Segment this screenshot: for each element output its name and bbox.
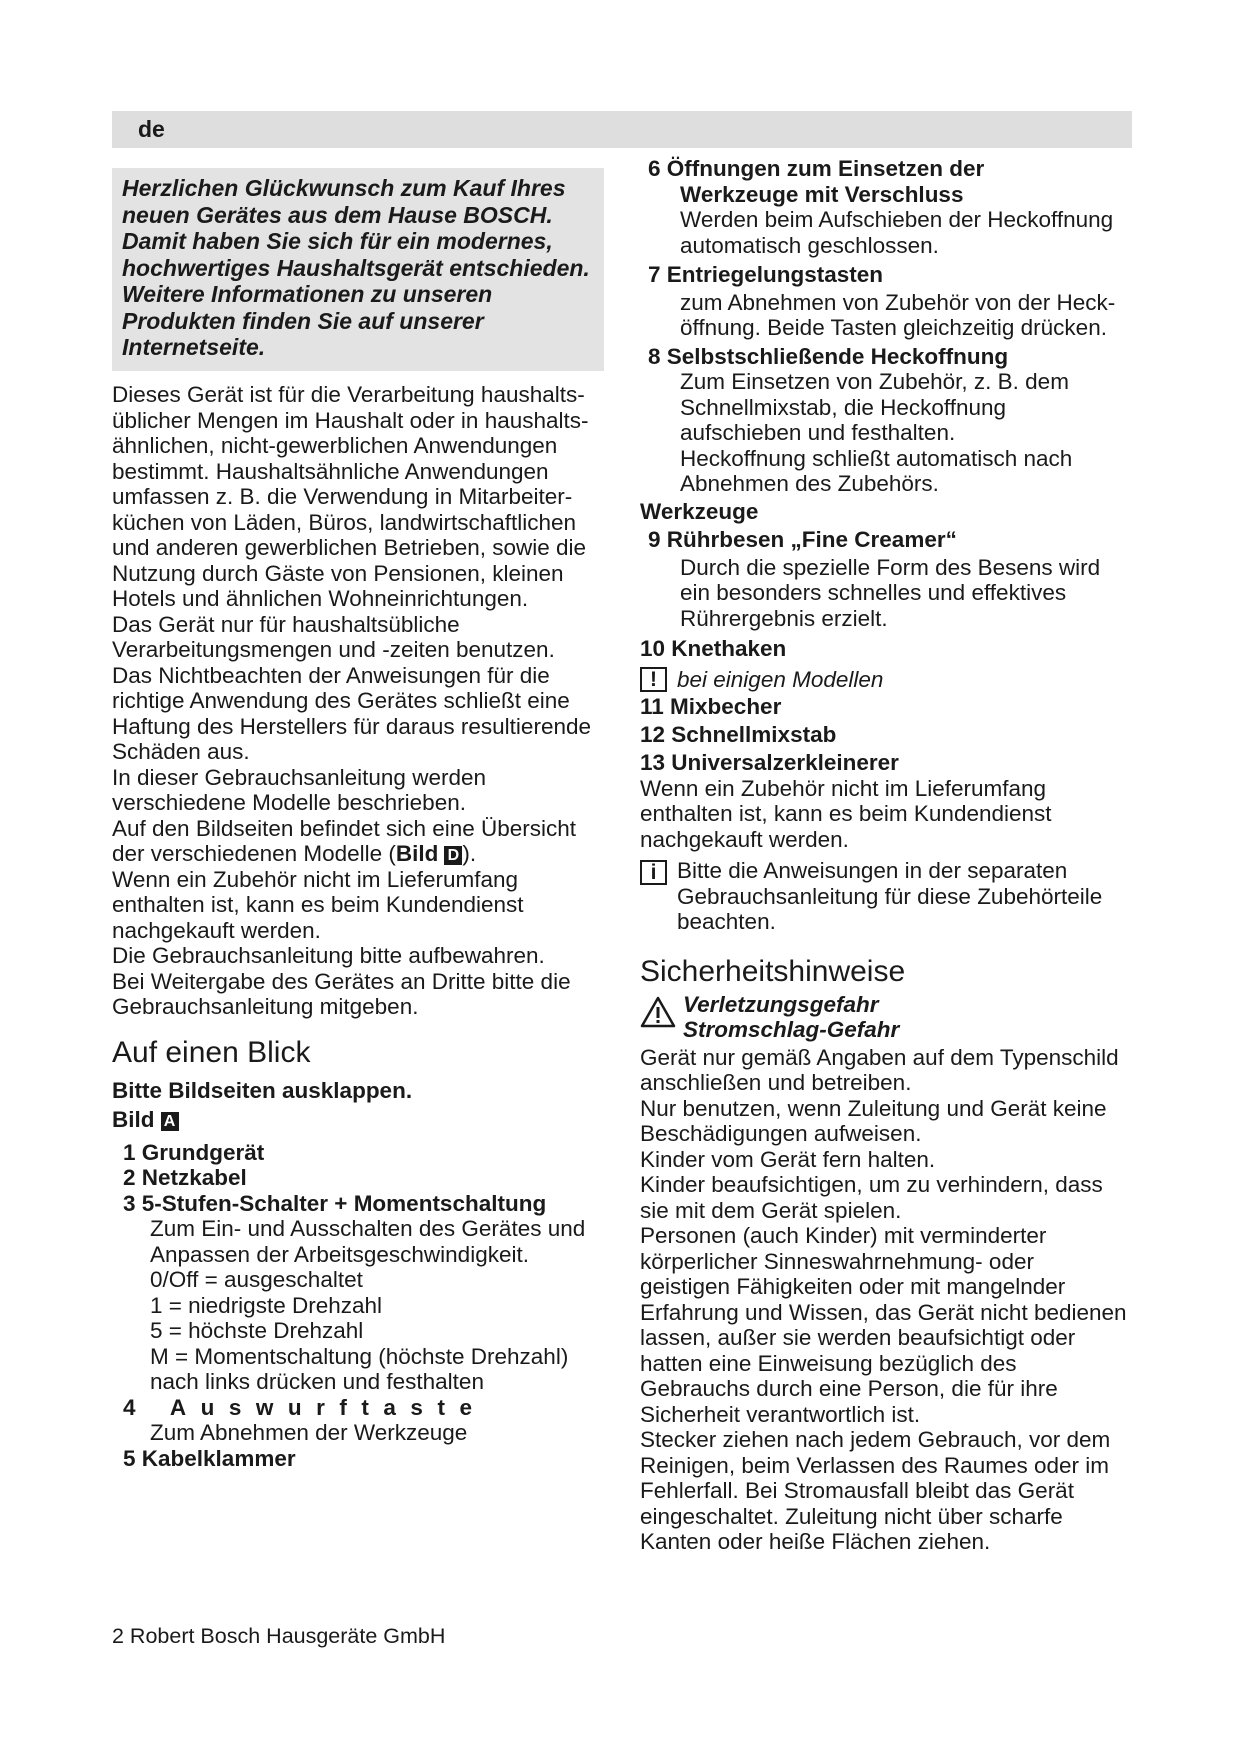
text-line: küchen von Läden, Büros, landwirtschaftlichen — [112, 509, 577, 535]
text-line: Nur benutzen, wenn Zuleitung und Gerät keine — [640, 1095, 1107, 1121]
text-line: umfassen z. B. die Verwendung in Mitarbeiter- — [112, 484, 573, 509]
item-3-description — [112, 1216, 612, 1395]
item-5: 5 Kabelklammer — [123, 1445, 296, 1471]
exclamation-icon: ! — [640, 667, 667, 692]
text-line: und anderen gewerblichen Betrieben, sowie die — [112, 535, 587, 560]
text-line: Das Gerät nur für haushaltsübliche — [112, 611, 460, 637]
figure-d-badge: D — [444, 846, 462, 865]
text-line: Erfahrung und Wissen, das Gerät nicht bedienen — [640, 1299, 1127, 1325]
intro-line: Internetseite. — [122, 334, 266, 360]
text-line: hatten eine Einweisung bezüglich des — [640, 1350, 1017, 1376]
text-line: verschiedene Modelle beschrieben. — [112, 790, 466, 815]
text-line: richtige Anwendung des Gerätes schließt eine — [112, 688, 570, 713]
text-line: ähnlichen, nicht-gewerblichen Anwendungen — [112, 433, 558, 458]
text-line: körperlicher Sinneswahrnehmung- oder — [640, 1248, 1034, 1274]
text-line: Bitte die Anweisungen in der separaten — [677, 858, 1068, 883]
text-line: nachgekauft werden. — [640, 826, 849, 852]
item-6-title: 6 Öffnungen zum Einsetzen der — [648, 156, 985, 181]
text-line: automatisch geschlossen. — [680, 232, 939, 258]
text-line: Zum Einsetzen von Zubehör, z. B. dem — [680, 369, 1069, 394]
intro-line: Damit haben Sie sich für ein modernes, — [122, 228, 553, 254]
text-line: Dieses Gerät ist für die Verarbeitung haushalts- — [112, 382, 585, 407]
intro-box — [112, 168, 604, 371]
tools-heading: Werkzeuge — [640, 498, 759, 524]
text-line: Haftung des Herstellers für daraus resultierende — [112, 713, 591, 739]
item-12: 12 Schnellmixstab — [640, 721, 837, 747]
models-bild-label: Bild — [395, 841, 439, 866]
text-line: Abnehmen des Zubehörs. — [680, 471, 939, 496]
text-line: Werden beim Aufschieben der Heckoffnung — [680, 207, 1114, 232]
warning-block — [640, 992, 1140, 1043]
usage-paragraph — [112, 382, 612, 1020]
section-title-safety: Sicherheitshinweise — [640, 954, 906, 988]
text-line: Personen (auch Kinder) mit verminderter — [640, 1223, 1047, 1248]
text-line: Verarbeitungsmengen und -zeiten benutzen. — [112, 637, 555, 662]
bild-label: Bild — [112, 1107, 155, 1132]
info-note — [640, 858, 1140, 935]
text-line: Die Gebrauchsanleitung bitte aufbewahren. — [112, 943, 545, 968]
intro-line: Herzlichen Glückwunsch zum Kauf Ihres — [122, 175, 566, 201]
warning-text — [683, 992, 899, 1043]
safety-paragraph — [640, 1045, 1140, 1555]
text-line: ein besonders schnelles und effektives — [680, 580, 1067, 605]
figure-a-label — [112, 1107, 612, 1133]
text-line: anschließen und betreiben. — [640, 1070, 912, 1095]
item-6-title-cont: Werkzeuge mit Verschluss — [680, 181, 964, 207]
models-prefix: der verschiedenen Modelle ( — [112, 841, 396, 866]
item-9-title: 9 Rührbesen „Fine Creamer“ — [648, 527, 957, 552]
text-line: 0/Off = ausgeschaltet — [150, 1267, 363, 1292]
text-line: Fehlerfall. Bei Stromausfall bleibt das Gerät — [640, 1478, 1074, 1503]
text-line: eingeschaltet. Zuleitung nicht über scharfe — [640, 1503, 1063, 1529]
text-line: sie mit dem Gerät spielen. — [640, 1197, 902, 1223]
item-3: 3 5-Stufen-Schalter + Momentschaltung — [123, 1190, 547, 1216]
text-line: Gebrauchsanleitung mitgeben. — [112, 994, 419, 1019]
text-line: Beschädigungen aufweisen. — [640, 1121, 922, 1146]
text-line: Kanten oder heiße Flächen ziehen. — [640, 1529, 991, 1554]
text-line: Kinder vom Gerät fern halten. — [640, 1146, 936, 1172]
text-line: zum Abnehmen von Zubehör von der Heck- — [680, 289, 1116, 315]
language-code: de — [138, 116, 165, 142]
text-line: nach links drücken und festhalten — [150, 1369, 484, 1394]
figure-a-badge: A — [161, 1112, 179, 1131]
intro-line: Produkten finden Sie auf unserer — [122, 307, 484, 334]
text-line: enthalten ist, kann es beim Kundendienst — [112, 892, 524, 917]
item-4-description: Zum Abnehmen der Werkzeuge — [150, 1420, 468, 1445]
text-line: Reinigen, beim Verlassen des Raumes oder im — [640, 1452, 1109, 1478]
text-line: Auf den Bildseiten befindet sich eine Übersicht — [112, 815, 577, 841]
text-line: M = Momentschaltung (höchste Drehzahl) — [150, 1343, 569, 1369]
some-models-note — [640, 667, 1140, 693]
text-line: Schnellmixstab, die Heckoffnung — [680, 394, 1007, 420]
right-column — [640, 156, 1140, 1555]
item-11: 11 Mixbecher — [640, 694, 782, 719]
page-footer: 2 Robert Bosch Hausgeräte GmbH — [112, 1624, 446, 1648]
text-line: Rührergebnis erzielt. — [680, 605, 888, 631]
text-line: 1 = niedrigste Drehzahl — [150, 1292, 383, 1318]
text-line: 5 = höchste Drehzahl — [150, 1318, 364, 1343]
text-line: öffnung. Beide Tasten gleichzeitig drücken. — [680, 315, 1107, 340]
intro-line: Weitere Informationen zu unseren — [122, 281, 493, 307]
models-reference-line — [112, 841, 612, 867]
text-line: Das Nichtbeachten der Anweisungen für die — [112, 662, 550, 688]
text-line: Nutzung durch Gäste von Pensionen, kleinen — [112, 560, 564, 586]
text-line: Sicherheit verantwortlich ist. — [640, 1401, 921, 1427]
warning-triangle-icon — [640, 996, 676, 1028]
text-line: Wenn ein Zubehör nicht im Lieferumfang — [640, 775, 1047, 801]
info-note-text — [677, 858, 1102, 935]
text-line: Gerät nur gemäß Angaben auf dem Typenschild — [640, 1044, 1119, 1070]
fold-instruction: Bitte Bildseiten ausklappen. — [112, 1077, 413, 1103]
text-line: In dieser Gebrauchsanleitung werden — [112, 764, 486, 790]
intro-line: hochwertiges Haushaltsgerät entschieden. — [122, 254, 590, 281]
warning-line: Stromschlag-Gefahr — [683, 1017, 900, 1042]
text-line: Kinder beaufsichtigen, um zu verhindern, dass — [640, 1172, 1103, 1197]
text-line: üblicher Mengen im Haushalt oder in haushalts- — [112, 407, 589, 433]
text-line: Wenn ein Zubehör nicht im Lieferumfang — [112, 866, 519, 892]
section-title-overview: Auf einen Blick — [112, 1035, 311, 1069]
language-bar — [112, 111, 1132, 148]
text-line: Bei Weitergabe des Gerätes an Dritte bitte die — [112, 968, 571, 994]
warning-line: Verletzungsgefahr — [683, 991, 879, 1017]
item-1: 1 Grundgerät — [123, 1139, 265, 1165]
text-line: Anpassen der Arbeitsgeschwindigkeit. — [150, 1241, 529, 1267]
text-line: Zum Ein- und Ausschalten des Gerätes und — [150, 1216, 586, 1241]
item-2: 2 Netzkabel — [123, 1165, 247, 1190]
item-13: 13 Universalzerkleinerer — [640, 750, 899, 775]
text-line: Hotels und ähnlichen Wohneinrichtungen. — [112, 586, 529, 611]
info-icon: i — [640, 860, 667, 885]
intro-line: neuen Gerätes aus dem Hause BOSCH. — [122, 201, 553, 228]
text-line: Heckoffnung schließt automatisch nach — [680, 445, 1073, 471]
item-7-title: 7 Entriegelungstasten — [648, 262, 884, 287]
some-models-text: bei einigen Modellen — [677, 666, 884, 692]
item-8-title: 8 Selbstschließende Heckoffnung — [648, 343, 1009, 369]
text-line: Stecker ziehen nach jedem Gebrauch, vor dem — [640, 1427, 1111, 1452]
text-line: aufschieben und festhalten. — [680, 420, 956, 445]
left-column — [112, 382, 612, 1471]
text-line: Schäden aus. — [112, 739, 250, 764]
text-line: nachgekauft werden. — [112, 917, 321, 943]
text-line: beachten. — [677, 909, 776, 934]
text-line: geistigen Fähigkeiten oder mit mangelnder — [640, 1274, 1066, 1299]
text-line: Gebrauchsanleitung für diese Zubehörteile — [677, 883, 1103, 909]
text-line: Gebrauchs durch eine Person, die für ihre — [640, 1376, 1058, 1401]
text-line: lassen, außer sie werden beaufsichtigt oder — [640, 1325, 1076, 1350]
text-line: Durch die spezielle Form des Besens wird — [680, 554, 1101, 580]
item-10: 10 Knethaken — [640, 636, 787, 661]
item-4: 4 Auswurftaste — [123, 1394, 487, 1420]
text-line: bestimmt. Haushaltsähnliche Anwendungen — [112, 458, 549, 484]
text-line: enthalten ist, kann es beim Kundendienst — [640, 801, 1052, 826]
models-suffix: ). — [462, 841, 477, 866]
